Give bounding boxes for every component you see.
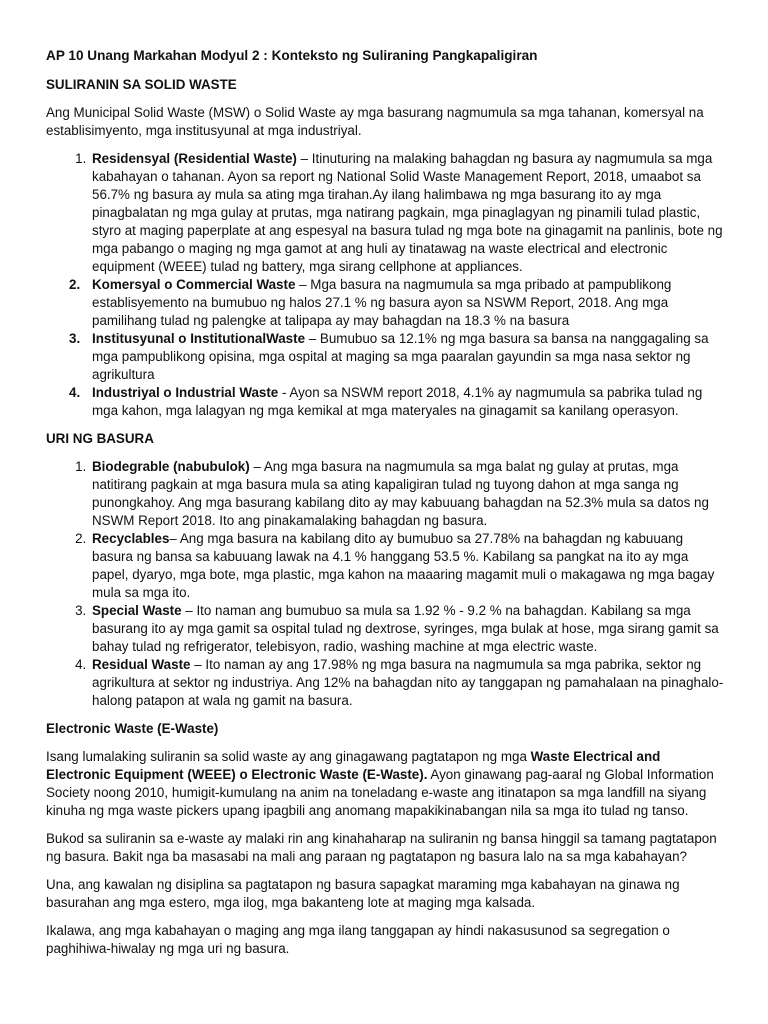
list-item: 4. Industriyal o Industrial Waste - Ayon sa NSWM report 2018, 4.1% ay nagmumula sa pabrika tulad ng mga kahon, mga lalagyan ng mga kemikal at mga materyales na ginagamit sa kanilang operasyon.: [69, 385, 703, 418]
list-item: [90, 150, 724, 276]
item-term: Special Waste: [92, 603, 182, 618]
first-reason-paragraph: Una, ang kawalan ng disiplina sa pagtatapon ng basura sapagkat maraming mga kabahayan na ginawa ng basurahan ang mga estero, mga ilog, mga bakanteng lote at maging mga kalsada.: [46, 877, 680, 910]
section-heading-e-waste: Electronic Waste (E-Waste): [46, 721, 219, 736]
item-term: Recyclables: [92, 531, 170, 546]
item-text: – Ang mga basura na kabilang dito ay bumubuo sa 27.78% na bahagdan ng kabuuang basura ng bansa sa kabuuang lawak na 4.1 % hanggang 53.5 %. Kabilang sa pangkat na ito ay mga papel, dyaryo, mga bote, mga plastic, mga kahon na maaaring magamit muli o makagawa ng mga bagay mula sa mga ito.: [92, 531, 715, 600]
e-waste-text-end: Ayon ginawang pag-aaral ng Global Information Society noong 2010, humigit-kumulang na anim na toneladang e-waste ang itinatapon sa mga landfill na siyang kinuha ng mga waste pickers upang ipagbili ang anomang mapakikinabangan nila sa mga ito tulad ng tanso.: [46, 767, 714, 818]
item-term: Institusyunal o InstitutionalWaste: [92, 331, 306, 346]
item-term: Residual Waste: [92, 657, 191, 672]
item-term: Biodegrable (nabubulok): [92, 459, 250, 474]
solid-waste-intro: Ang Municipal Solid Waste (MSW) o Solid Waste ay mga basurang nagmumula sa mga tahanan, komersyal na establisimyento, mga institusyunal at mga industriyal.: [46, 105, 704, 138]
item-text: - Ayon sa NSWM report 2018, 4.1% ay nagmumula sa pabrika tulad ng mga kahon, mga lalagyan ng mga kemikal at mga materyales na ginagamit sa kanilang operasyon.: [92, 385, 703, 418]
document-title: AP 10 Unang Markahan Modyul 2 : Konteksto ng Suliraning Pangkapaligiran: [46, 48, 538, 63]
waste-sources-list: [46, 150, 724, 420]
item-text: – Ito naman ay ang 17.98% ng mga basura na nagmumula sa mga pabrika, sektor ng agrikultura at sektor ng industriya. Ang 12% na bahagdan nito ay tanggapan ng pamahalaan na pinaghalo-halong patapon at wala ng gamit na basura.: [92, 657, 724, 708]
item-text: – Ito naman ang bumubuo sa mula sa 1.92 % - 9.2 % na bahagdan. Kabilang sa mga basurang ito ay mga gamit sa ospital tulad ng dextrose, syringes, mga bulak at hose, mga sirang gamit sa bahay tulad ng refrigerator, telebisyon, radio, washing machine at mga electric waste.: [92, 603, 719, 654]
list-item: [90, 602, 724, 656]
e-waste-text-start: Isang lumalaking suliranin sa solid waste ay ang ginagawang pagtatapon ng mga: [46, 749, 531, 764]
item-text: – Mga basura na nagmumula sa mga pribado at pampublikong establisyemento na bumubuo ng halos 27.1 % ng basura ayon sa NSWM Report, 2018. Ang mga pamilihang tulad ng palengke at talipapa ay may bahagdan na 18.3 % na basura: [92, 277, 672, 328]
item-term: Residensyal (Residential Waste): [92, 151, 297, 166]
list-item: [90, 530, 724, 602]
item-term: Industriyal o Industrial Waste: [92, 385, 279, 400]
e-waste-emphasis: Waste Electrical and Electronic Equipment (WEEE) o Electronic Waste (E-Waste).: [46, 749, 661, 782]
section-heading-solid-waste: SULIRANIN SA SOLID WASTE: [46, 77, 237, 92]
second-reason-paragraph: Ikalawa, ang mga kabahayan o maging ang mga ilang tanggapan ay hindi nakasusunod sa segregation o paghihiwa-hiwalay ng mga uri ng basura.: [46, 923, 670, 956]
list-item: [90, 458, 724, 530]
item-text: – Bumubuo sa 12.1% ng mga basura sa bansa na nanggagaling sa mga pampublikong opisina, mga ospital at maging sa mga paaralan gayundin sa mga nasa sektor ng agrikultura: [92, 331, 709, 382]
waste-types-list: [46, 458, 724, 710]
list-item: 3. Institusyunal o InstitutionalWaste – Bumubuo sa 12.1% ng mga basura sa bansa na nanggagaling sa mga pampublikong opisina, mga ospital at maging sa mga paaralan gayundin sa mga nasa sektor ng agrikultura: [69, 331, 709, 382]
item-text: – Ang mga basura na nagmumula sa mga balat ng gulay at prutas, mga natitirang pagkain at mga basura mula sa ating kapaligiran tulad ng tuyong dahon at mga sanga ng punongkahoy. Ang mga basurang kabilang dito ay may kabuuang bahagdan na 52.3% mula sa datos ng NSWM Report 2018. Ito ang pinakamalaking bahagdan ng basura.: [92, 459, 709, 528]
list-item: 2. Komersyal o Commercial Waste – Mga basura na nagmumula sa mga pribado at pampublikong establisyemento na bumubuo ng halos 27.1 % ng basura ayon sa NSWM Report, 2018. Ang mga pamilihang tulad ng palengke at talipapa ay may bahagdan na 18.3 % na basura: [69, 277, 672, 328]
section-heading-waste-types: URI NG BASURA: [46, 431, 154, 446]
e-waste-paragraph: [46, 748, 724, 820]
list-item: [90, 656, 724, 710]
item-term: Komersyal o Commercial Waste: [92, 277, 296, 292]
item-text: – Itinuturing na malaking bahagdan ng basura ay nagmumula sa mga kabahayan o tahanan. Ayon sa report ng National Solid Waste Management Report, 2018, umaabot sa 56.7% ng basura ay mula sa ating mga tirahan.Ay ilang halimbawa ng mga basurang ito ay mga pinagbalatan ng mga gulay at prutas, mga natirang pagkain, mga pinaglagyan ng pinamili tulad plastic, styro at maging paperplate at ang espesyal na basura tulad ng mga bote na ginagamit na panlinis, bote ng mga pabango o maging ng mga gamot at ang huli ay tinatawag na waste electrical and electronic equipment (WEEE) tulad ng battery, mga sirang cellphone at appliances.: [92, 151, 723, 274]
disposal-question-paragraph: Bukod sa suliranin sa e-waste ay malaki rin ang kinahaharap na suliranin ng bansa hinggil sa tamang pagtatapon ng basura. Bakit nga ba masasabi na mali ang paraan ng pagtatapon ng basura lalo na sa mga kabahayan?: [46, 831, 717, 864]
